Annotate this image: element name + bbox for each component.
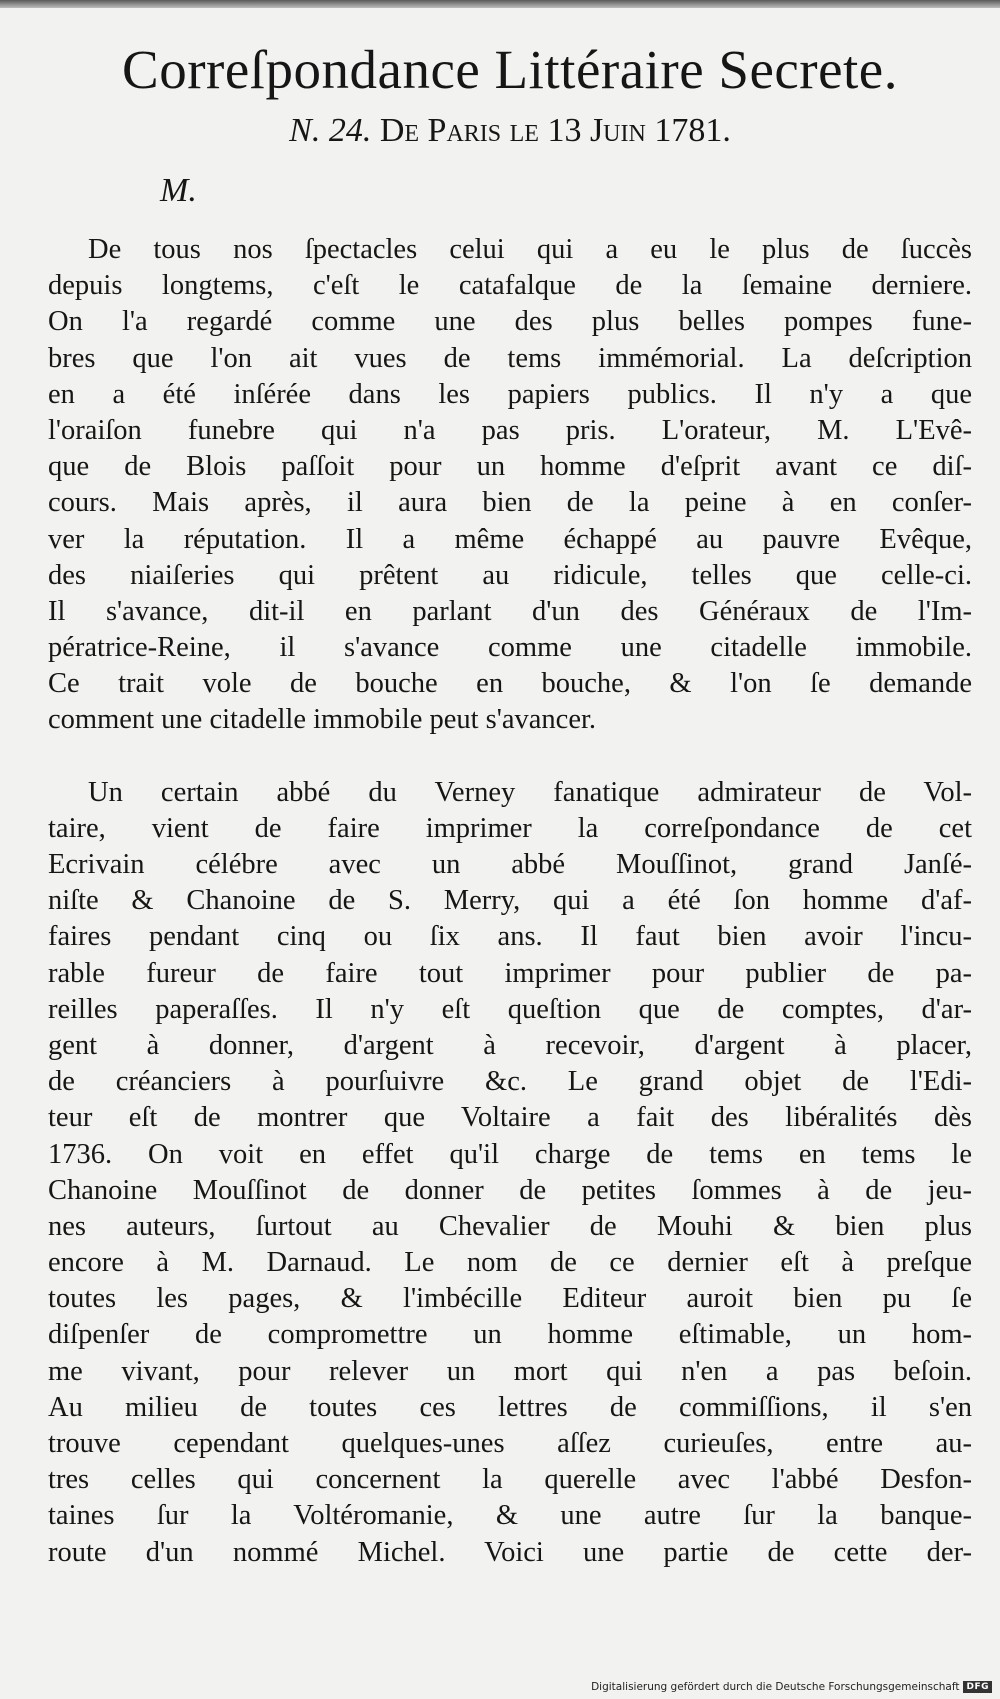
paragraph-2 xyxy=(48,775,972,1571)
text-line: me vivant, pour relever un mort qui n'en a pas beſoin. xyxy=(48,1355,972,1387)
text-line: que de Blois paſſoit pour un homme d'eſprit avant ce diſ- xyxy=(48,451,972,483)
text-line: l'oraiſon funebre qui n'a pas pris. L'orateur, M. L'Evê- xyxy=(48,414,972,446)
text-line: Au milieu de toutes ces lettres de commiſſions, il s'en xyxy=(48,1391,972,1423)
text-line: nes auteurs, ſurtout au Chevalier de Mouhi & bien plus xyxy=(48,1210,972,1242)
text-line: 1736. On voit en effet qu'il charge de tems en tems le xyxy=(48,1138,972,1170)
text-line: bres que l'on ait vues de tems immémorial. La deſcription xyxy=(48,342,972,374)
document-page xyxy=(48,28,972,1638)
text-line: Il s'avance, dit-il en parlant d'un des Généraux de l'Im- xyxy=(48,595,972,627)
issue-number: N. 24. xyxy=(289,112,372,150)
text-line: taines ſur la Voltéromanie, & une autre ſur la banque- xyxy=(48,1500,972,1532)
text-line: Un certain abbé du Verney fanatique admirateur de Vol- xyxy=(88,776,972,808)
text-line: Chanoine Mouſſinot de donner de petites ſommes à de jeu- xyxy=(48,1174,972,1206)
text-line: toutes les pages, & l'imbécille Editeur auroit bien pu ſe xyxy=(48,1283,972,1315)
text-line: pératrice-Reine, il s'avance comme une citadelle immobile. xyxy=(48,632,972,664)
text-line: On l'a regardé comme une des plus belles pompes fune- xyxy=(48,306,972,338)
text-line: en a été inſérée dans les papiers publics. Il n'y a que xyxy=(48,378,972,410)
text-line: Ecrivain célébre avec un abbé Mouſſinot, grand Janſé- xyxy=(48,849,972,881)
issue-date: De Paris le 13 Juin 1781. xyxy=(379,112,731,150)
dfg-logo: DFG xyxy=(963,1681,992,1693)
text-line: ver la réputation. Il a même échappé au pauvre Evêque, xyxy=(48,523,972,555)
text-line: diſpenſer de compromettre un homme eſtimable, un hom- xyxy=(48,1319,972,1351)
credit-text: Digitalisierung gefördert durch die Deutsche Forschungsgemeinschaft xyxy=(591,1681,960,1693)
text-line: des niaiſeries qui prêtent au ridicule, telles que celle-ci. xyxy=(48,559,972,591)
text-line: trouve cependant quelques-unes aſſez curieuſes, entre au- xyxy=(48,1428,972,1460)
text-line: cours. Mais après, il aura bien de la peine à en conſer- xyxy=(48,487,972,519)
text-line: gent à donner, d'argent à recevoir, d'argent à placer, xyxy=(48,1029,972,1061)
salutation: M. xyxy=(160,172,197,210)
text-line: encore à M. Darnaud. Le nom de ce dernier eſt à preſque xyxy=(48,1247,972,1279)
text-line: depuis longtems, c'eſt le catafalque de la ſemaine derniere. xyxy=(48,270,972,302)
issue-dateline xyxy=(48,111,972,152)
text-line: niſte & Chanoine de S. Merry, qui a été ſon homme d'af- xyxy=(48,885,972,917)
text-line: teur eſt de montrer que Voltaire a fait des libéralités dès xyxy=(48,1102,972,1134)
paragraph-1 xyxy=(48,232,972,739)
text-line: Ce trait vole de bouche en bouche, & l'on ſe demande xyxy=(48,668,972,700)
text-line: comment une citadelle immobile peut s'avancer. xyxy=(48,704,597,736)
text-line: taire, vient de faire imprimer la correſpondance de cet xyxy=(48,812,972,844)
text-line: tres celles qui concernent la querelle avec l'abbé Desfon- xyxy=(48,1464,972,1496)
text-line: reilles paperaſſes. Il n'y eſt queſtion que de comptes, d'ar- xyxy=(48,993,972,1025)
text-line: de créanciers à pourſuivre &c. Le grand objet de l'Edi- xyxy=(48,1066,972,1098)
text-line: route d'un nommé Michel. Voici une partie de cette der- xyxy=(48,1536,972,1568)
document-title: Correſpondance Littéraire Secrete. xyxy=(122,39,898,100)
digitization-credit xyxy=(591,1681,992,1693)
page-top-edge xyxy=(0,0,1000,8)
text-line: De tous nos ſpectacles celui qui a eu le plus de ſuccès xyxy=(88,234,972,266)
text-line: faires pendant cinq ou ſix ans. Il faut bien avoir l'incu- xyxy=(48,921,972,953)
text-line: rable fureur de faire tout imprimer pour publier de pa- xyxy=(48,957,972,989)
